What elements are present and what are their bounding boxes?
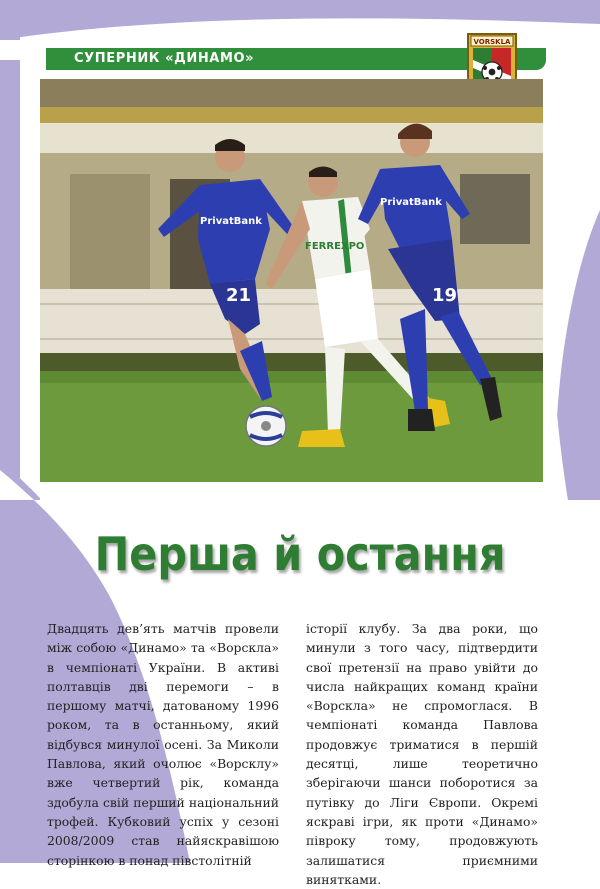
jersey-sponsor-right: PrivatBank [380,197,442,208]
article-paragraph-left: Двадцять дев’ять матчів провели між собою «Динамо» та «Ворскла» в чемпіонаті України. В активі полтавців дві перемоги – в першому матчі, датованому 1996 роком, та в останньому, який відбувся минулої осені. За Миколи Павлова, який очолює «Ворсклу» вже четвертий рік, команда здобула свій перший національний трофей. Кубковий успіх у сезоні 2008/2009 став найяскравішою сторінкою в понад півстолітній [47,621,279,868]
jersey-sponsor-left: PrivatBank [200,216,262,227]
jersey-sponsor-middle: FERREXPO [305,241,365,252]
jersey-number-21: 21 [226,285,252,306]
jersey-number-19: 19 [432,285,458,306]
section-header-title: СУПЕРНИК «ДИНАМО» [74,51,255,66]
article-headline: Перша й остання [94,527,506,581]
match-photo [40,79,543,482]
article-column-left [47,619,279,870]
crest-label: VORSKLA [473,38,511,46]
article-column-right [306,619,538,889]
football-icon [246,406,286,446]
article-paragraph-right: історії клубу. За два роки, що минули з того часу, підтвердити свої претензії на право увійти до числа найкращих команд країни «Ворскла» не спромоглася. В чемпіонаті команда Павлова продовжує триматися в першій десятці, лише теоретично зберігаючи шанси поборотися за путівку до Ліги Європи. Окремі яскраві ігри, як проти «Динамо» півроку тому, продовжують залишатися приємними винятками. [306,621,538,887]
